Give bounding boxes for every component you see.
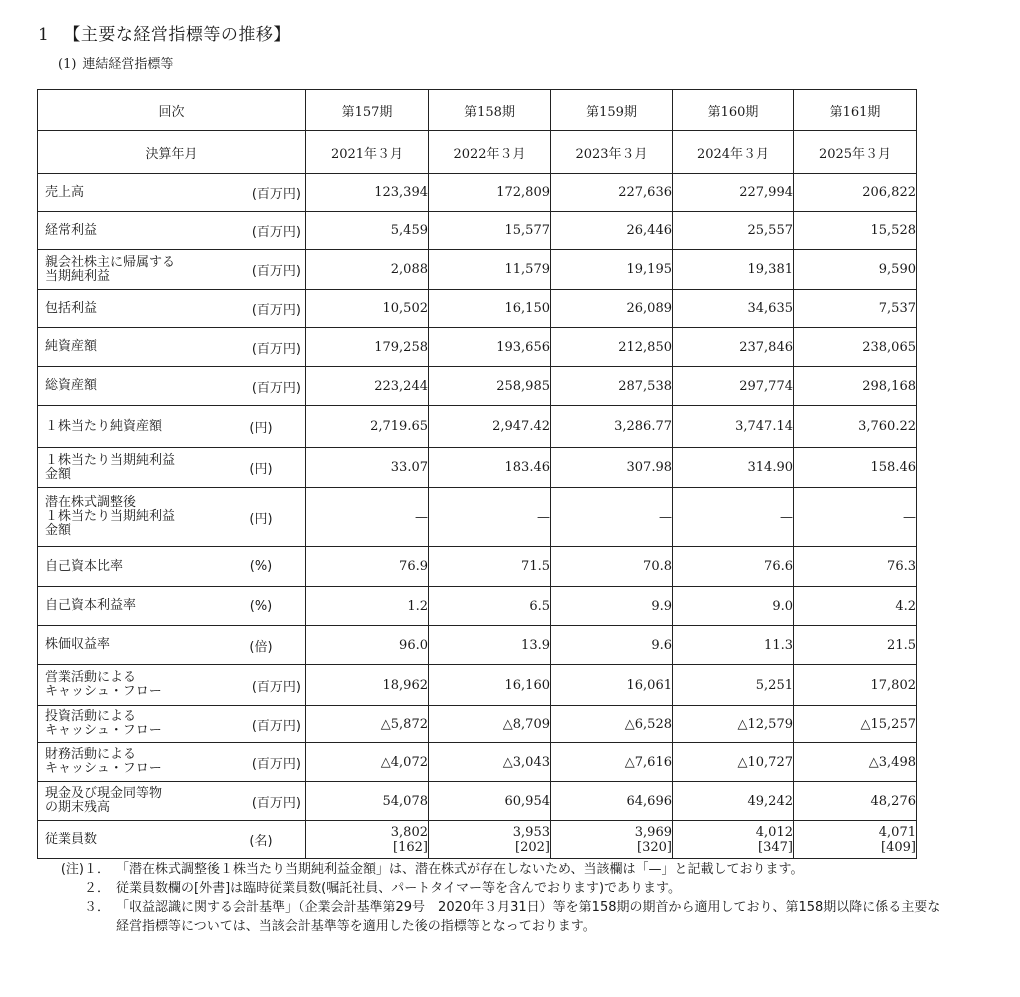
table-row (38, 290, 917, 328)
value-cell (673, 587, 794, 626)
value-cell (551, 367, 673, 406)
value-cell (306, 174, 429, 212)
value: — (903, 509, 916, 525)
section-heading: 【主要な経営指標等の推移】 (63, 25, 291, 45)
value: 9.6 (651, 637, 672, 653)
table-row (38, 488, 917, 547)
row-unit: (百万円) (251, 341, 301, 357)
value-cell (306, 406, 429, 448)
value: 5,459 (390, 223, 428, 238)
row-label-line: 潜在株式調整後 (45, 495, 137, 510)
row-label-line: 金額 (45, 466, 72, 482)
value: 4,012 (755, 824, 793, 840)
row-unit: (百万円) (251, 264, 301, 279)
section-title (38, 24, 291, 46)
value: 193,656 (496, 339, 550, 355)
value-cell (429, 367, 551, 406)
row-unit: (円) (249, 462, 273, 477)
value: 3,802 (390, 824, 428, 840)
value-cell (673, 547, 794, 587)
value: 3,953 (512, 824, 550, 840)
value-cell (429, 290, 551, 328)
value-cell (551, 174, 673, 212)
value-cell (794, 212, 917, 250)
value: 1.2 (407, 598, 428, 614)
value: 206,822 (862, 185, 916, 200)
row-label (45, 787, 162, 815)
value: 183.46 (504, 460, 550, 475)
row-label-line: の期末残高 (45, 800, 111, 815)
value: 238,065 (862, 339, 916, 355)
row-label (45, 710, 162, 738)
footnote-number: (注)１． (60, 862, 110, 877)
value-cell (306, 367, 429, 406)
temporary-employee-count: [409] (881, 839, 916, 855)
value: 3,286.77 (614, 419, 672, 434)
value: 33.07 (390, 460, 428, 475)
value: 4.2 (895, 598, 916, 614)
value-cell (429, 212, 551, 250)
table-row (38, 212, 917, 250)
value-cell (551, 250, 673, 290)
table-row (38, 250, 917, 290)
value-cell (551, 782, 673, 821)
footnote-text: 「潜在株式調整後１株当たり当期純利益金額」は、潜在株式が存在しないため、当該欄は「—」と記載しております。 (116, 862, 804, 877)
row-label-cell (38, 448, 306, 488)
row-label: 自己資本比率 (45, 558, 124, 574)
value: 307.98 (626, 460, 672, 475)
footnotes (12, 860, 1002, 936)
value: 5,251 (755, 677, 793, 693)
value-cell (673, 626, 794, 665)
value-cell (306, 626, 429, 665)
row-label-cell (38, 406, 306, 448)
value-cell (551, 743, 673, 782)
row-label-cell (38, 706, 306, 743)
value-cell (673, 821, 794, 859)
table-row (38, 406, 917, 448)
value: △10,727 (737, 754, 793, 770)
value: 227,636 (618, 185, 672, 200)
row-label-cell (38, 367, 306, 406)
value: 76.3 (887, 559, 916, 574)
value: 9.9 (651, 598, 672, 614)
table-row (38, 547, 917, 587)
value-cell (794, 406, 917, 448)
row-label-cell (38, 743, 306, 782)
value-cell (551, 212, 673, 250)
value-cell (794, 328, 917, 367)
value-cell (551, 821, 673, 859)
row-label: 従業員数 (45, 831, 98, 847)
row-label-cell (38, 821, 306, 859)
footnote-number: ２． (83, 881, 110, 896)
header-row-periods (38, 90, 917, 131)
row-unit: (倍) (249, 639, 273, 655)
value: 3,747.14 (735, 419, 793, 434)
value-cell (306, 547, 429, 587)
value-cell (673, 448, 794, 488)
value-cell (673, 743, 794, 782)
header-fiscal-date: 2022年３月 (429, 131, 551, 174)
table-row (38, 328, 917, 367)
row-label-line: キャッシュ・フロー (45, 684, 162, 699)
row-label-line: 営業活動による (45, 670, 137, 685)
value: 10,502 (382, 301, 428, 316)
value-cell (306, 212, 429, 250)
row-label (45, 748, 162, 776)
row-label: 株価収益率 (45, 637, 111, 652)
footnote-number: ３． (83, 900, 110, 915)
row-label (45, 496, 175, 538)
value: 25,557 (747, 223, 793, 238)
value-cell (794, 250, 917, 290)
value-cell (429, 547, 551, 587)
value-cell (794, 587, 917, 626)
value-cell (673, 328, 794, 367)
value: △12,579 (737, 716, 793, 732)
value: 158.46 (870, 460, 916, 475)
value-cell (429, 328, 551, 367)
value-cell (794, 547, 917, 587)
section-number: 1 (38, 25, 50, 45)
table-row (38, 782, 917, 821)
header-label-fiscal-date: 決算年月 (38, 131, 306, 174)
row-label-cell (38, 665, 306, 706)
value-cell (551, 488, 673, 547)
header-period: 第157期 (306, 90, 429, 131)
value: 6.5 (529, 598, 550, 614)
row-unit: (百万円) (251, 679, 301, 695)
value-cell (794, 448, 917, 488)
value: △8,709 (502, 716, 550, 732)
value: — (537, 509, 550, 525)
row-unit: (%) (249, 598, 273, 614)
value-cell (673, 706, 794, 743)
value: 19,381 (747, 262, 793, 277)
value: 9.0 (772, 598, 793, 614)
footnote (12, 879, 1002, 898)
value-cell (306, 821, 429, 859)
value-cell (673, 174, 794, 212)
consolidated-metrics-table (37, 89, 917, 859)
row-label (45, 454, 175, 482)
header-row-dates (38, 131, 917, 174)
header-period: 第160期 (673, 90, 794, 131)
value: △7,616 (624, 754, 672, 770)
row-unit: (百万円) (251, 187, 301, 202)
row-label: 経常利益 (45, 222, 98, 238)
value: 17,802 (870, 677, 916, 693)
value: 9,590 (878, 262, 916, 277)
value: 54,078 (382, 793, 428, 809)
value: 34,635 (747, 301, 793, 316)
value-cell (306, 743, 429, 782)
value: 15,528 (870, 223, 916, 238)
row-unit: (百万円) (251, 380, 301, 396)
row-label-cell (38, 328, 306, 367)
row-unit: (百万円) (251, 795, 301, 811)
value-cell (794, 665, 917, 706)
row-label (45, 256, 175, 284)
value-cell (794, 626, 917, 665)
value: 11,579 (504, 262, 550, 277)
value: 11.3 (764, 637, 793, 653)
value-cell (673, 367, 794, 406)
value-cell (551, 328, 673, 367)
table-row (38, 706, 917, 743)
subsection-title (58, 56, 173, 74)
table-row (38, 448, 917, 488)
row-label: 純資産額 (45, 339, 98, 354)
table-row (38, 665, 917, 706)
value-cell (673, 665, 794, 706)
value: 223,244 (374, 378, 428, 394)
value: 76.6 (764, 559, 793, 574)
value: 4,071 (878, 824, 916, 840)
row-label-line: １株当たり当期純利益 (45, 509, 176, 524)
row-label-cell (38, 290, 306, 328)
table-row (38, 367, 917, 406)
row-unit: (百万円) (251, 756, 301, 772)
value-cell (794, 706, 917, 743)
value-cell (794, 174, 917, 212)
value: 96.0 (399, 637, 428, 653)
value: 297,774 (739, 378, 793, 394)
value-cell (551, 626, 673, 665)
value-cell (551, 547, 673, 587)
value: △5,872 (380, 716, 428, 732)
value-cell (429, 706, 551, 743)
value-cell (673, 212, 794, 250)
value-cell (429, 406, 551, 448)
value-cell (306, 706, 429, 743)
value: 314.90 (747, 460, 793, 475)
row-label-line: １株当たり当期純利益 (45, 452, 176, 468)
value-cell (794, 743, 917, 782)
value: 64,696 (626, 793, 672, 809)
value-cell (306, 290, 429, 328)
value-cell (306, 782, 429, 821)
footnote (12, 898, 1002, 936)
value: 76.9 (399, 559, 428, 574)
value: 2,947.42 (492, 419, 550, 434)
value-cell (551, 665, 673, 706)
row-unit: (百万円) (251, 303, 301, 318)
value: 212,850 (618, 339, 672, 355)
value-cell (306, 488, 429, 547)
row-label: 自己資本利益率 (45, 598, 137, 613)
value: △15,257 (860, 716, 916, 732)
header-fiscal-date: 2023年３月 (551, 131, 673, 174)
footnote-text: 「収益認識に関する会計基準」（企業会計基準第29号 2020年３月31日）等を第158期の期首から適用しており、第158期以降に係る主要な経営指標等については、当該会計基準等を適用した後の指標等となっております。 (116, 900, 941, 934)
value: 7,537 (878, 301, 916, 316)
row-unit: (円) (249, 511, 273, 527)
value: 13.9 (521, 637, 550, 653)
row-label-cell (38, 782, 306, 821)
value-cell (673, 782, 794, 821)
header-label-period: 回次 (38, 90, 306, 131)
value: 179,258 (374, 339, 428, 355)
value-cell (551, 406, 673, 448)
header-fiscal-date: 2021年３月 (306, 131, 429, 174)
row-label-cell (38, 212, 306, 250)
row-label (45, 671, 162, 699)
table-row (38, 743, 917, 782)
value: 2,719.65 (370, 419, 428, 434)
row-label-line: 親会社株主に帰属する (45, 254, 176, 270)
row-unit: (百万円) (251, 718, 301, 734)
value: 16,160 (504, 677, 550, 693)
value: 49,242 (747, 793, 793, 809)
value: 16,150 (504, 301, 550, 316)
value: 298,168 (862, 378, 916, 394)
value: 237,846 (739, 339, 793, 355)
row-label-line: 当期純利益 (45, 268, 111, 284)
value-cell (429, 587, 551, 626)
value-cell (794, 367, 917, 406)
row-unit: (%) (249, 559, 273, 574)
value-cell (429, 665, 551, 706)
value-cell (794, 488, 917, 547)
row-label-line: 金額 (45, 523, 72, 538)
value-cell (794, 821, 917, 859)
row-unit: (百万円) (251, 225, 301, 240)
value-cell (551, 587, 673, 626)
row-label: １株当たり純資産額 (45, 418, 163, 434)
row-label-cell (38, 250, 306, 290)
row-unit: (円) (249, 421, 273, 436)
value: — (780, 509, 793, 525)
row-label-line: キャッシュ・フロー (45, 723, 162, 738)
table-row (38, 821, 917, 859)
value: 26,089 (626, 301, 672, 316)
row-label-cell (38, 547, 306, 587)
value: 21.5 (887, 637, 916, 653)
header-period: 第158期 (429, 90, 551, 131)
value: 70.8 (643, 559, 672, 574)
value: 15,577 (504, 223, 550, 238)
value-cell (429, 250, 551, 290)
value-cell (551, 290, 673, 328)
row-label-cell (38, 587, 306, 626)
value-cell (429, 626, 551, 665)
value: 48,276 (870, 793, 916, 809)
value: 19,195 (626, 262, 672, 277)
value-cell (429, 743, 551, 782)
header-fiscal-date: 2025年３月 (794, 131, 917, 174)
value: △4,072 (380, 754, 428, 770)
row-label: 包括利益 (45, 300, 98, 316)
value-cell (673, 488, 794, 547)
value-cell (429, 782, 551, 821)
row-label-line: 現金及び現金同等物 (45, 786, 163, 801)
table-row (38, 587, 917, 626)
value-cell (306, 328, 429, 367)
value: △3,498 (868, 754, 916, 770)
value: 60,954 (504, 793, 550, 809)
value: 172,809 (496, 185, 550, 200)
value-cell (673, 290, 794, 328)
footnote (12, 860, 1002, 879)
value: 18,962 (382, 677, 428, 693)
value-cell (673, 406, 794, 448)
value-cell (306, 665, 429, 706)
value-cell (306, 448, 429, 488)
subsection-heading: 連結経営指標等 (82, 57, 174, 72)
value-cell (551, 448, 673, 488)
value: 16,061 (626, 677, 672, 693)
temporary-employee-count: [320] (637, 839, 672, 855)
value-cell (306, 250, 429, 290)
row-label-cell (38, 174, 306, 212)
header-fiscal-date: 2024年３月 (673, 131, 794, 174)
value: △6,528 (624, 716, 672, 732)
row-label-cell (38, 488, 306, 547)
row-label: 売上高 (45, 184, 85, 200)
value: — (415, 509, 428, 525)
temporary-employee-count: [162] (393, 839, 428, 855)
value-cell (673, 250, 794, 290)
value: 26,446 (626, 223, 672, 238)
value-cell (551, 706, 673, 743)
row-label-line: 財務活動による (45, 747, 137, 762)
row-label-line: 投資活動による (45, 709, 137, 724)
value: 123,394 (374, 185, 428, 200)
subsection-number: (1) (58, 57, 77, 72)
row-label-cell (38, 626, 306, 665)
header-period: 第161期 (794, 90, 917, 131)
temporary-employee-count: [347] (758, 839, 793, 855)
row-unit: (名) (249, 834, 273, 849)
value-cell (429, 174, 551, 212)
value: 71.5 (521, 559, 550, 574)
header-period: 第159期 (551, 90, 673, 131)
value-cell (429, 821, 551, 859)
value: — (659, 509, 672, 525)
value: 287,538 (618, 378, 672, 394)
row-label-line: キャッシュ・フロー (45, 761, 162, 776)
value-cell (429, 488, 551, 547)
footnote-text: 従業員数欄の[外書]は臨時従業員数(嘱託社員、パートタイマー等を含んでおります)であります。 (116, 881, 681, 896)
value: 227,994 (739, 185, 793, 200)
value: 3,760.22 (858, 419, 916, 434)
value-cell (429, 448, 551, 488)
table-row (38, 174, 917, 212)
value-cell (794, 290, 917, 328)
value: 2,088 (390, 262, 428, 277)
row-label: 総資産額 (45, 378, 98, 393)
temporary-employee-count: [202] (515, 839, 550, 855)
value-cell (306, 587, 429, 626)
value: △3,043 (502, 754, 550, 770)
table-row (38, 626, 917, 665)
value: 258,985 (496, 378, 550, 394)
value: 3,969 (634, 824, 672, 840)
value-cell (794, 782, 917, 821)
